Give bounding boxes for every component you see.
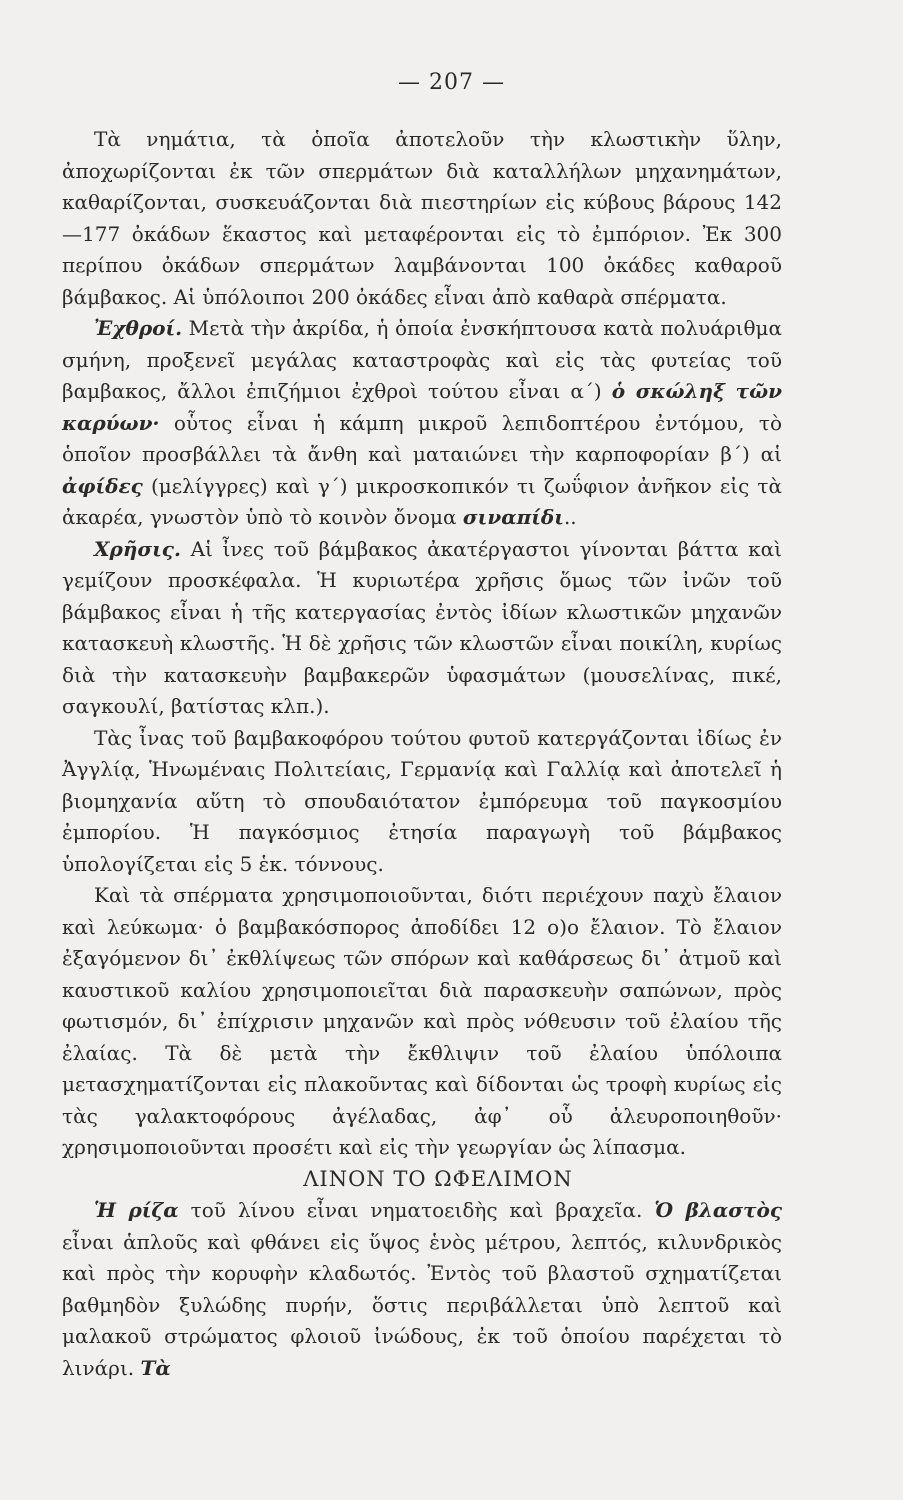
paragraph-industry: Τὰς ἶνας τοῦ βαμβακοφόρου τούτου φυτοῦ κατεργάζονται ἰδίως ἐν Ἀγγλίᾳ, Ἡνωμέναις Πολιτείαις, Γερμανίᾳ καὶ Γαλλίᾳ καὶ ἀποτελεῖ ἡ βιομηχανία αὕτη τὸ σπουδαιότατον ἐμπόρευμα τοῦ παγκοσμίου ἐμπορίου. Ἡ παγκόσμιος ἐτησία παραγωγὴ τοῦ βάμβακος ὑπολογίζεται εἰς 5 ἑκ. τόννους. — [62, 725, 782, 876]
paragraph-flax — [62, 1195, 782, 1384]
enemies-text-1: Μετὰ τὴν ἀκρίδα, ἡ ὁποία ἐνσκήπτουσα κατὰ πολυάριθμα σμήνη, προξενεῖ μεγάλας καταστροφὰς καὶ εἰς τὰς φυτείας τοῦ βαμβακος, ἄλλοι ἐπιζήμιοι ἐχθροὶ τούτου εἶναι α΄) — [62, 316, 782, 403]
flax-text-2: εἶναι ἁπλοῦς καὶ φθάνει εἰς ὕψος ἑνὸς μέτρου, λεπτός, κιλυνδρικὸς καὶ πρὸς τὴν κορυφὴν κλαδωτός. Ἐντὸς τοῦ βλαστοῦ σχηματίζεται βαθμηδὸν ξυλώδης πυρήν, ὅστις περιβάλλεται ὑπὸ λεπτοῦ καὶ μαλακοῦ στρώματος φλοιοῦ ἰνώδους, ἐκ τοῦ ὁποίου παρέχεται τὸ λινάρι. — [62, 1229, 782, 1380]
section-heading-flax: ΛΙΝΟΝ ΤΟ ΩΦΕΛΙΜΟΝ — [303, 1166, 573, 1191]
use-text: Αἱ ἶνες τοῦ βάμβακος ἀκατέργαστοι γίνονται βάττα καὶ γεμίζουν προσκέφαλα. Ἡ κυριωτέρα χρῆσις ὅμως τῶν ἰνῶν τοῦ βάμβακος εἶναι ἡ τῆς κατεργασίας ἐντὸς ἰδίων κλωστικῶν μηχανῶν κατασκευὴ κλωστῆς. Ἡ δὲ χρῆσις τῶν κλωστῶν εἶναι ποικίλη, κυρίως διὰ τὴν κατασκευὴν βαμβακερῶν ὑφασμάτων (μουσελίνας, πικέ, σαγκουλί, βατίστας κλπ.). — [62, 536, 782, 718]
enemies-text-4: .. — [563, 505, 577, 529]
term-worm: ὁ σκώληξ τῶν καρύων· — [62, 379, 782, 435]
paragraph-seeds: Καὶ τὰ σπέρματα χρησιμοποιοῦνται, διότι περιέχουν παχὺ ἔλαιον καὶ λεύκωμα· ὁ βαμβακόσπορος ἀποδίδει 12 ο)ο ἔλαιον. Τὸ ἔλαιον ἐξαγόμενον δι᾽ ἐκθλίψεως τῶν σπόρων καὶ καθάρσεως δι᾽ ἀτμοῦ καὶ καυστικοῦ καλίου χρησιμοποιεῖται διὰ παρασκευὴν σαπώνων, πρὸς φωτισμόν, δι᾽ ἐπίχρισιν μηχανῶν καὶ πρὸς νόθευσιν τοῦ ἐλαίου τῆς ἐλαίας. Τὰ δὲ μετὰ τὴν ἔκθλιψιν τοῦ ἐλαίου ὑπόλοιπα μετασχηματίζονται εἰς πλακοῦντας καὶ δίδονται ὡς τροφὴ κυρίως εἰς τὰς γαλακτοφόρους ἀγέλαδας, ἀφ᾽ οὗ ἀλευροποιηθοῦν· χρησιμοποιοῦνται προσέτι καὶ εἰς τὴν γεωργίαν ὡς λίπασμα. — [62, 883, 782, 1159]
paragraph-use — [62, 534, 782, 723]
heading-use: Χρῆσις. — [94, 536, 181, 561]
flax-text-1: τοῦ λίνου εἶναι νηματοειδὴς καὶ βραχεῖα. — [178, 1198, 655, 1222]
enemies-text-3: (μελίγγρες) καὶ γ΄) μικροσκοπικόν τι ζωΰφιον ἀνῆκον εἰς τὰ ἀκαρέα, γνωστὸν ὑπὸ τὸ κοινὸν ὄνομα — [62, 473, 782, 529]
heading-enemies: Ἐχθροί. — [94, 316, 183, 340]
term-aphids: ἀφίδες — [62, 473, 143, 498]
term-sinapidi: σιναπίδι — [462, 505, 564, 529]
heading-root: Ἡ ρίζα — [94, 1198, 179, 1222]
heading-stem: Ὁ βλαστὸς — [654, 1198, 782, 1222]
body-text — [62, 124, 782, 1384]
enemies-text-2: οὗτος εἶναι ἡ κάμπη μικροῦ λεπιδοπτέρου ἐντόμου, τὸ ὁποῖον προσβάλλει τὰ ἄνθη καὶ ματαιώνει τὴν καρποφορίαν β΄) αἱ — [62, 410, 782, 466]
paragraph-fibers: Τὰ νημάτια, τὰ ὁποῖα ἀποτελοῦν τὴν κλωστικὴν ὕλην, ἀποχωρίζονται ἐκ τῶν σπερμάτων διὰ καταλλήλων μηχανημάτων, καθαρίζονται, συσκευάζονται διὰ πιεστηρίων εἰς κύβους βάρους 142—177 ὀκάδων ἕκαστος καὶ μεταφέρονται εἰς τὸ ἐμπόριον. Ἐκ 300 περίπου ὀκάδων σπερμάτων λαμβάνονται 100 ὀκάδες καθαροῦ βάμβακος. Αἱ ὑπόλοιποι 200 ὀκάδες εἶναι ἀπὸ καθαρὰ σπέρματα. — [62, 127, 782, 309]
heading-ta: Τὰ — [140, 1355, 171, 1380]
page-number: — 207 — — [398, 70, 505, 95]
paragraph-enemies — [62, 313, 782, 534]
